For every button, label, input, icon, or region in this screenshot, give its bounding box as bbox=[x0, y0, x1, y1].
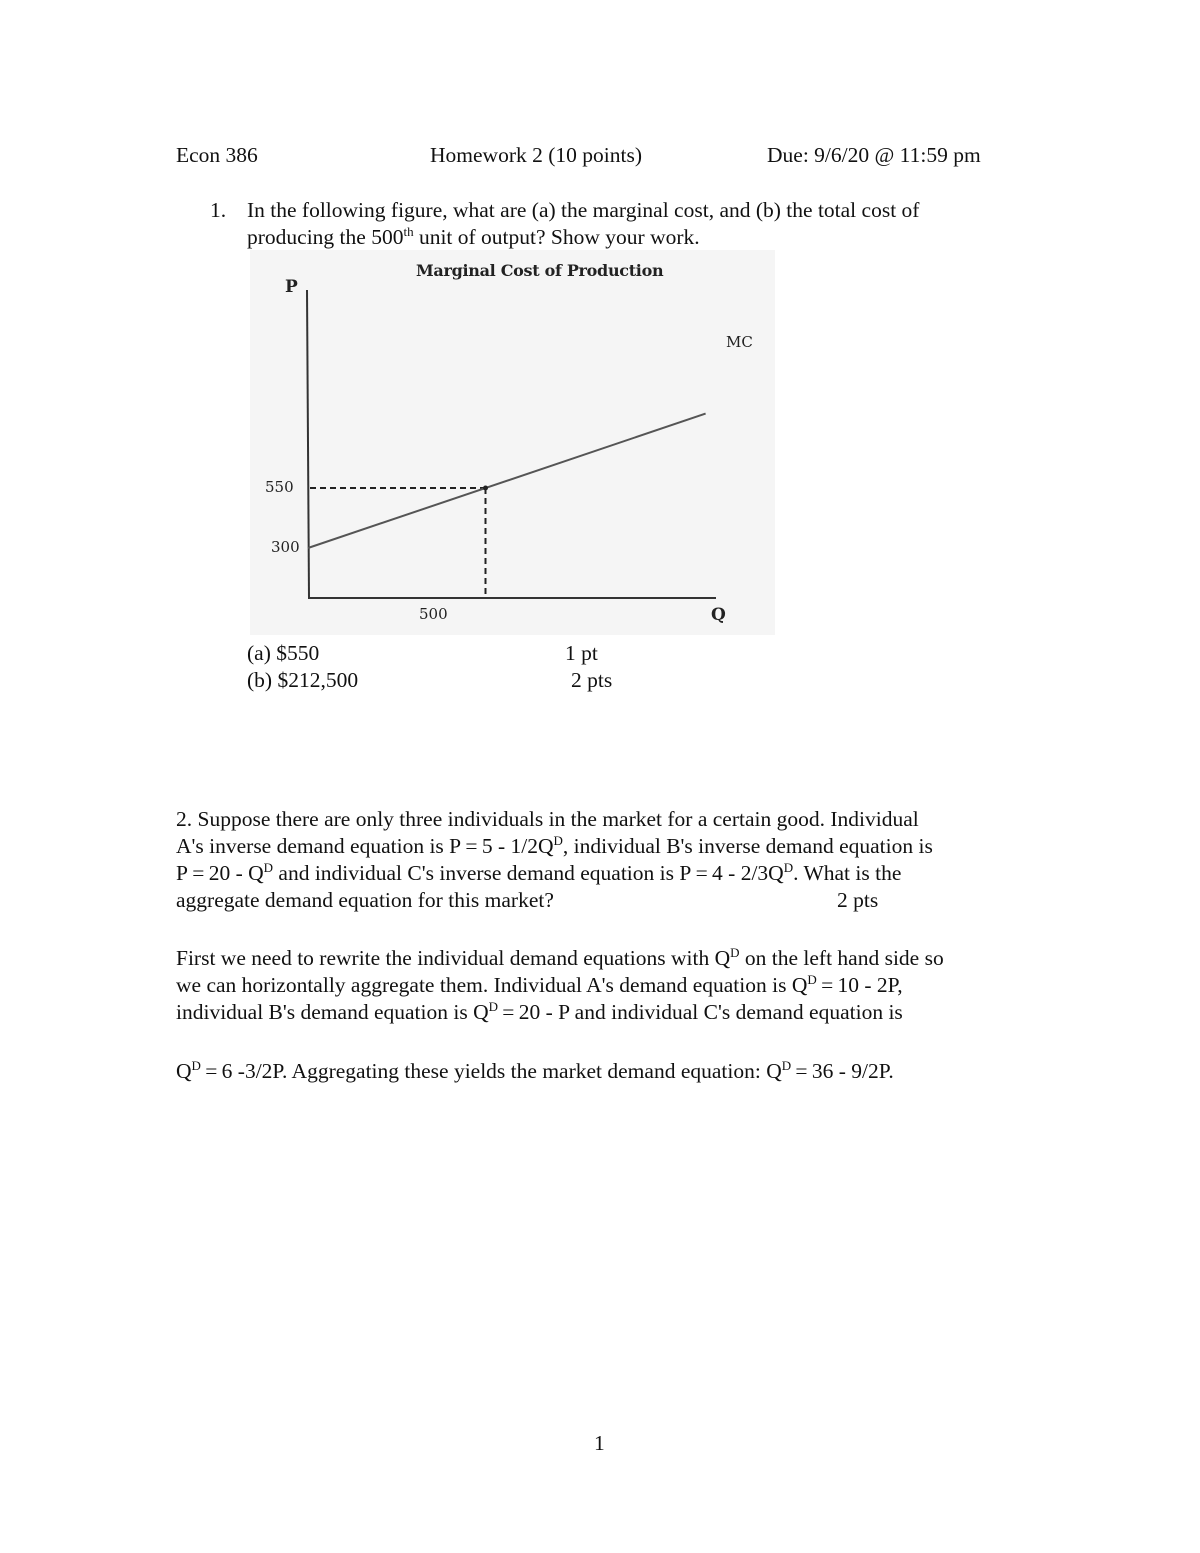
q2-line2-pre: A's inverse demand equation is P = 5 - 1/2Q bbox=[176, 834, 554, 858]
sol-line1-post: on the left hand side so bbox=[739, 946, 944, 970]
mc-chart bbox=[250, 250, 775, 635]
answer-b: (b) $212,500 bbox=[247, 668, 359, 692]
sol-line4-b: = 6 -3/2P. Aggregating these yields the market demand equation: Q bbox=[200, 1059, 782, 1083]
q2-line2-post: , individual B's inverse demand equation is bbox=[562, 834, 933, 858]
question-2-line-3 bbox=[176, 860, 933, 887]
q1-line2-sup: th bbox=[403, 224, 414, 239]
answer-b-points: 2 pts bbox=[571, 668, 613, 692]
question-2 bbox=[176, 806, 933, 914]
answer-a: (a) $550 bbox=[247, 641, 320, 665]
question-2-line-2 bbox=[176, 833, 933, 860]
chart-svg bbox=[250, 250, 775, 635]
question-2-line-1: 2. Suppose there are only three individuals in the market for a certain good. Individual bbox=[176, 807, 919, 831]
sol-line4-c: = 36 - 9/2P. bbox=[791, 1059, 894, 1083]
mc-series-line bbox=[308, 414, 706, 548]
y-axis bbox=[307, 290, 309, 598]
sol-line1-pre: First we need to rewrite the individual demand equations with Q bbox=[176, 946, 731, 970]
q2-line2-sup: D bbox=[553, 833, 563, 848]
q2-line3-sup-2: D bbox=[783, 860, 794, 875]
q2-line3-pre: P = 20 - Q bbox=[176, 861, 264, 885]
solution bbox=[176, 945, 944, 1026]
sol-line3-pre: individual B's demand equation is Q bbox=[176, 1000, 489, 1024]
sol-line3-post: = 20 - P and individual C's demand equation is bbox=[498, 1000, 903, 1024]
solution-line-2 bbox=[176, 972, 944, 999]
mc-highlight-point bbox=[483, 486, 488, 491]
solution-line-3 bbox=[176, 999, 944, 1026]
series-label-mc: MC bbox=[726, 333, 753, 351]
sol-line2-post: = 10 - 2P, bbox=[816, 973, 903, 997]
answer-a-points: 1 pt bbox=[565, 641, 598, 665]
question-2-points: 2 pts bbox=[837, 888, 879, 912]
x-tick-500: 500 bbox=[419, 605, 448, 623]
sol-line2-pre: we can horizontally aggregate them. Individual A's demand equation is Q bbox=[176, 973, 808, 997]
sol-line1-sup: D bbox=[730, 945, 740, 960]
question-1-line-1: In the following figure, what are (a) the marginal cost, and (b) the total cost of bbox=[247, 198, 920, 222]
sol-line4-a: Q bbox=[176, 1059, 192, 1083]
y-tick-550: 550 bbox=[265, 478, 294, 496]
question-2-line-4: aggregate demand equation for this market? bbox=[176, 888, 554, 912]
q2-line3-mid: and individual C's inverse demand equation is P = 4 - 2/3Q bbox=[273, 861, 784, 885]
sol-line2-sup: D bbox=[807, 972, 817, 987]
assignment-title: Homework 2 (10 points) bbox=[430, 143, 642, 167]
q2-line3-post: . What is the bbox=[793, 861, 902, 885]
sol-line4-sup-1: D bbox=[191, 1058, 201, 1073]
question-1-line-2 bbox=[247, 224, 919, 251]
x-axis-label: Q bbox=[711, 605, 726, 625]
chart-title: Marginal Cost of Production bbox=[416, 261, 664, 280]
y-axis-label: P bbox=[285, 277, 298, 297]
q1-line2-pre: producing the 500 bbox=[247, 225, 404, 249]
y-tick-300: 300 bbox=[271, 538, 300, 556]
page-number: 1 bbox=[594, 1431, 605, 1455]
sol-line4-sup-2: D bbox=[781, 1058, 792, 1073]
q2-line3-sup-1: D bbox=[263, 860, 274, 875]
solution-line-4 bbox=[176, 1058, 894, 1085]
course-title: Econ 386 bbox=[176, 143, 258, 167]
question-1-text bbox=[247, 197, 919, 251]
question-1-number: 1. bbox=[210, 198, 227, 222]
sol-line3-sup: D bbox=[488, 999, 498, 1014]
due-date: Due: 9/6/20 @ 11:59 pm bbox=[767, 143, 981, 167]
solution-line-1 bbox=[176, 945, 944, 972]
q1-line2-post: unit of output? Show your work. bbox=[413, 225, 700, 249]
